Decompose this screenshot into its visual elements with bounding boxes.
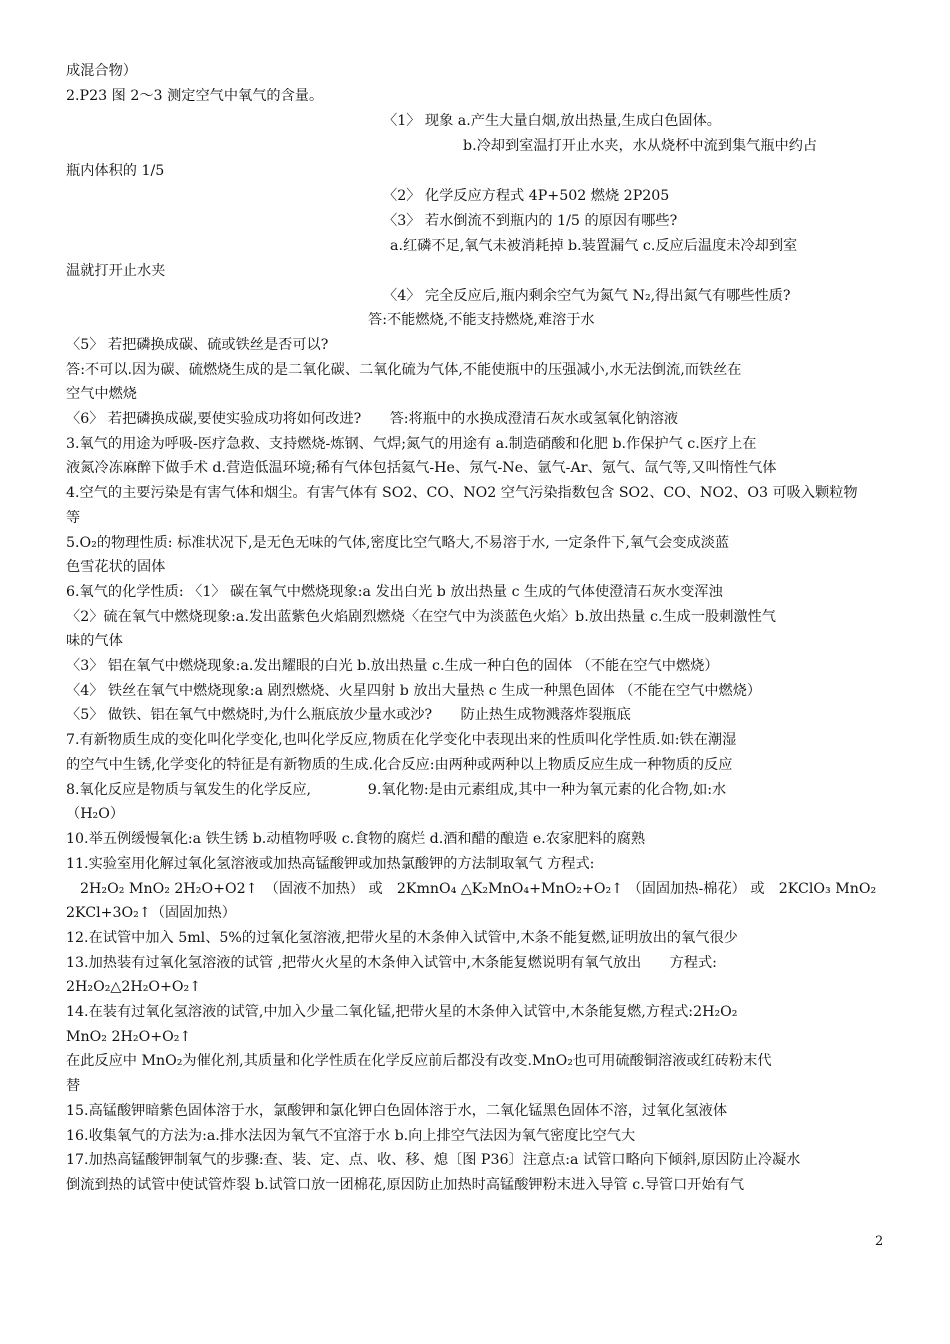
equation-line: 2H₂O₂ MnO₂ 2H₂O+O2↑ （固液不加热） 或 2KmnO₄ △K₂MnO₄+MnO₂+O₂↑ （固固加热-棉花） 或 2KClO₃ MnO₂: [80, 881, 877, 897]
text-line: 6.氧气的化学性质: 〈1〉 碳在氧气中燃烧现象:a 发出白光 b 放出热量 c 生成的气体使澄清石灰水变浑浊: [66, 584, 723, 600]
text-line: 〈1〉 现象 a.产生大量白烟,放出热量,生成白色固体。: [383, 113, 721, 129]
text-line: 17.加热高锰酸钾制氧气的步骤:查、装、定、点、收、移、熄〔图 P36〕注意点:a 试管口略向下倾斜,原因防止冷凝水: [66, 1152, 801, 1168]
text-line: 4.空气的主要污染是有害气体和烟尘。有害气体有 SO2、CO、NO2 空气污染指数包含 SO2、CO、NO2、O3 可吸入颗粒物: [66, 485, 858, 501]
text-line: 15.高锰酸钾暗紫色固体溶于水，氯酸钾和氯化钾白色固体溶于水，二氧化锰黑色固体不溶，过氧化氢液体: [66, 1103, 728, 1119]
text-line: 液氮冷冻麻醉下做手术 d.营造低温环境;稀有气体包括氦气-He、氖气-Ne、氩气-Ar、氪气、氙气等,又叫惰性气体: [66, 460, 777, 476]
text-line: 2.P23 图 2～3 测定空气中氧气的含量。: [66, 88, 324, 104]
text-line: 的空气中生锈,化学变化的特征是有新物质的生成.化合反应:由两种或两种以上物质反应生成一种物质的反应: [66, 757, 733, 773]
text-line: 〈6〉 若把磷换成碳,要使实验成功将如何改进? 答:将瓶中的水换成澄清石灰水或氢氧化钠溶液: [66, 411, 679, 427]
text-line: 答:不能燃烧,不能支持燃烧,难溶于水: [368, 312, 595, 328]
text-line: 倒流到热的试管中使试管炸裂 b.试管口放一团棉花,原因防止加热时高锰酸钾粉末进入导管 c.导管口开始有气: [66, 1177, 745, 1193]
text-line: 味的气体: [66, 633, 123, 649]
text-line: 〈2〉 化学反应方程式 4P+502 燃烧 2P205: [383, 188, 670, 204]
text-line: 〈3〉 铝在氧气中燃烧现象:a.发出耀眼的白光 b.放出热量 c.生成一种白色的固体 （不能在空气中燃烧）: [66, 658, 719, 674]
text-line: 〈4〉 完全反应后,瓶内剩余空气为氮气 N₂,得出氮气有哪些性质?: [383, 288, 791, 304]
text-line: 3.氧气的用途为呼吸-医疗急救、支持燃烧-炼钢、气焊;氮气的用途有 a.制造硝酸和化肥 b.作保护气 c.医疗上在: [66, 436, 757, 452]
text-line: （H₂O）: [66, 806, 125, 822]
text-line: 16.收集氧气的方法为:a.排水法因为氧气不宜溶于水 b.向上排空气法因为氧气密度比空气大: [66, 1128, 636, 1144]
text-line: 色雪花状的固体: [66, 559, 166, 575]
equation-line: 2H₂O₂△2H₂O+O₂↑: [66, 979, 202, 995]
text-line: 成混合物）: [66, 63, 137, 79]
text-line: 空气中燃烧: [66, 386, 137, 402]
text-line: 在此反应中 MnO₂为催化剂,其质量和化学性质在化学反应前后都没有改变.MnO₂也可用硫酸铜溶液或红砖粉末代: [66, 1053, 772, 1069]
equation-line: 2KCl+3O₂↑（固固加热）: [66, 905, 236, 921]
text-line: 5.O₂的物理性质: 标准状况下,是无色无味的气体,密度比空气略大,不易溶于水, 一定条件下,氧气会变成淡蓝: [66, 535, 730, 551]
text-line: 瓶内体积的 1/5: [66, 163, 165, 179]
text-line: 12.在试管中加入 5ml、5%的过氧化氢溶液,把带火星的木条伸入试管中,木条不能复燃,证明放出的氧气很少: [66, 930, 738, 946]
text-line: 14.在装有过氧化氢溶液的试管,中加入少量二氧化锰,把带火星的木条伸入试管中,木条能复燃,方程式:2H₂O₂: [66, 1004, 738, 1020]
equation-line: MnO₂ 2H₂O+O₂↑: [66, 1029, 192, 1045]
text-line: 〈5〉 若把磷换成碳、硫或铁丝是否可以?: [66, 337, 329, 353]
text-line: 〈2〉硫在氧气中燃烧现象:a.发出蓝紫色火焰剧烈燃烧〈在空气中为淡蓝色火焰〉b.放出热量 c.生成一股刺激性气: [66, 609, 776, 625]
text-line: 7.有新物质生成的变化叫化学变化,也叫化学反应,物质在化学变化中表现出来的性质叫化学性质.如:铁在潮湿: [66, 732, 737, 748]
page-number: 2: [875, 1234, 884, 1249]
text-line: b.冷却到室温打开止水夹，水从烧杯中流到集气瓶中约占: [463, 138, 818, 154]
text-line: 答:不可以.因为碳、硫燃烧生成的是二氧化碳、二氧化硫为气体,不能使瓶中的压强减小,水无法倒流,而铁丝在: [66, 362, 742, 378]
text-line: 11.实验室用化解过氧化氢溶液或加热高锰酸钾或加热氯酸钾的方法制取氧气 方程式:: [66, 856, 595, 872]
text-line: 等: [66, 510, 81, 526]
text-line: 10.举五例缓慢氧化:a 铁生锈 b.动植物呼吸 c.食物的腐烂 d.酒和醋的酿造 e.农家肥料的腐熟: [66, 831, 646, 847]
text-line: 8.氧化反应是物质与氧发生的化学反应, 9.氧化物:是由元素组成,其中一种为氧元素的化合物,如:水: [66, 782, 727, 798]
text-line: 13.加热装有过氧化氢溶液的试管 ,把带火火星的木条伸入试管中,木条能复燃说明有氧气放出 方程式:: [66, 955, 717, 971]
text-line: 〈4〉 铁丝在氧气中燃烧现象:a 剧烈燃烧、火星四射 b 放出大量热 c 生成一种黑色固体 （不能在空气中燃烧）: [66, 683, 762, 699]
text-line: 〈5〉 做铁、铝在氧气中燃烧时,为什么瓶底放少量水或沙? 防止热生成物溅落炸裂瓶底: [66, 707, 631, 723]
text-line: a.红磷不足,氧气未被消耗掉 b.装置漏气 c.反应后温度未冷却到室: [390, 238, 798, 254]
text-line: 〈3〉 若水倒流不到瓶内的 1/5 的原因有哪些?: [383, 213, 678, 229]
text-line: 替: [66, 1078, 81, 1094]
text-line: 温就打开止水夹: [66, 263, 166, 279]
